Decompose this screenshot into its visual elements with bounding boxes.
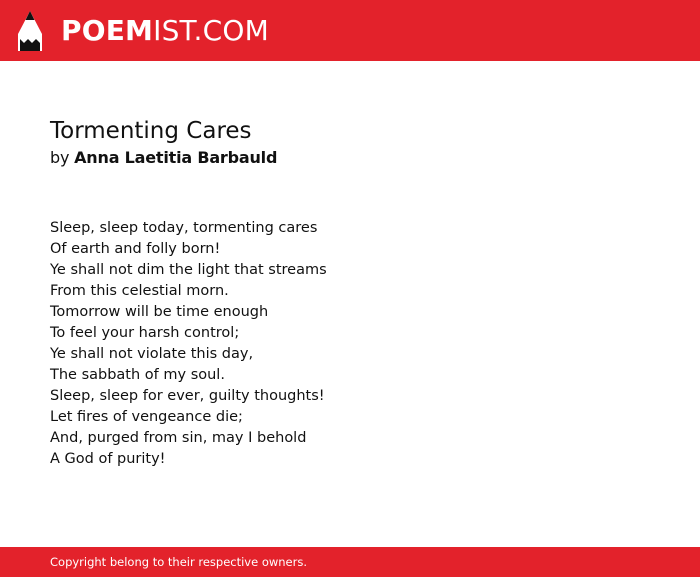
poem-line: To feel your harsh control;: [50, 325, 240, 341]
poem-line: Sleep, sleep today, tormenting cares: [50, 220, 318, 236]
poem-line: The sabbath of my soul.: [50, 367, 225, 383]
poem-byline: [50, 147, 650, 169]
site-logo-link[interactable]: [17, 10, 269, 52]
by-label: by: [50, 148, 70, 167]
poem-line: Tomorrow will be time enough: [50, 304, 269, 320]
poem-content: [50, 115, 650, 470]
site-logo-text: [61, 13, 269, 47]
site-header: [0, 0, 700, 61]
poem-title: Tormenting Cares: [50, 118, 252, 144]
copyright-text: Copyright belong to their respective owners.: [50, 555, 308, 569]
poem-line: Let fires of vengeance die;: [50, 409, 243, 425]
logo-text-bold: POEM: [61, 13, 154, 47]
pencil-icon: [17, 10, 43, 52]
poem-line: And, purged from sin, may I behold: [50, 430, 307, 446]
poem-line: A God of purity!: [50, 451, 166, 467]
poem-body: [50, 218, 650, 470]
poem-line: Ye shall not dim the light that streams: [50, 262, 327, 278]
logo-text-light: IST.COM: [153, 13, 269, 47]
poem-line: Of earth and folly born!: [50, 241, 221, 257]
poem-line: Sleep, sleep for ever, guilty thoughts!: [50, 388, 325, 404]
poem-line: From this celestial morn.: [50, 283, 229, 299]
poem-author: Anna Laetitia Barbauld: [74, 148, 278, 167]
site-footer: [0, 547, 700, 577]
poem-line: Ye shall not violate this day,: [50, 346, 254, 362]
